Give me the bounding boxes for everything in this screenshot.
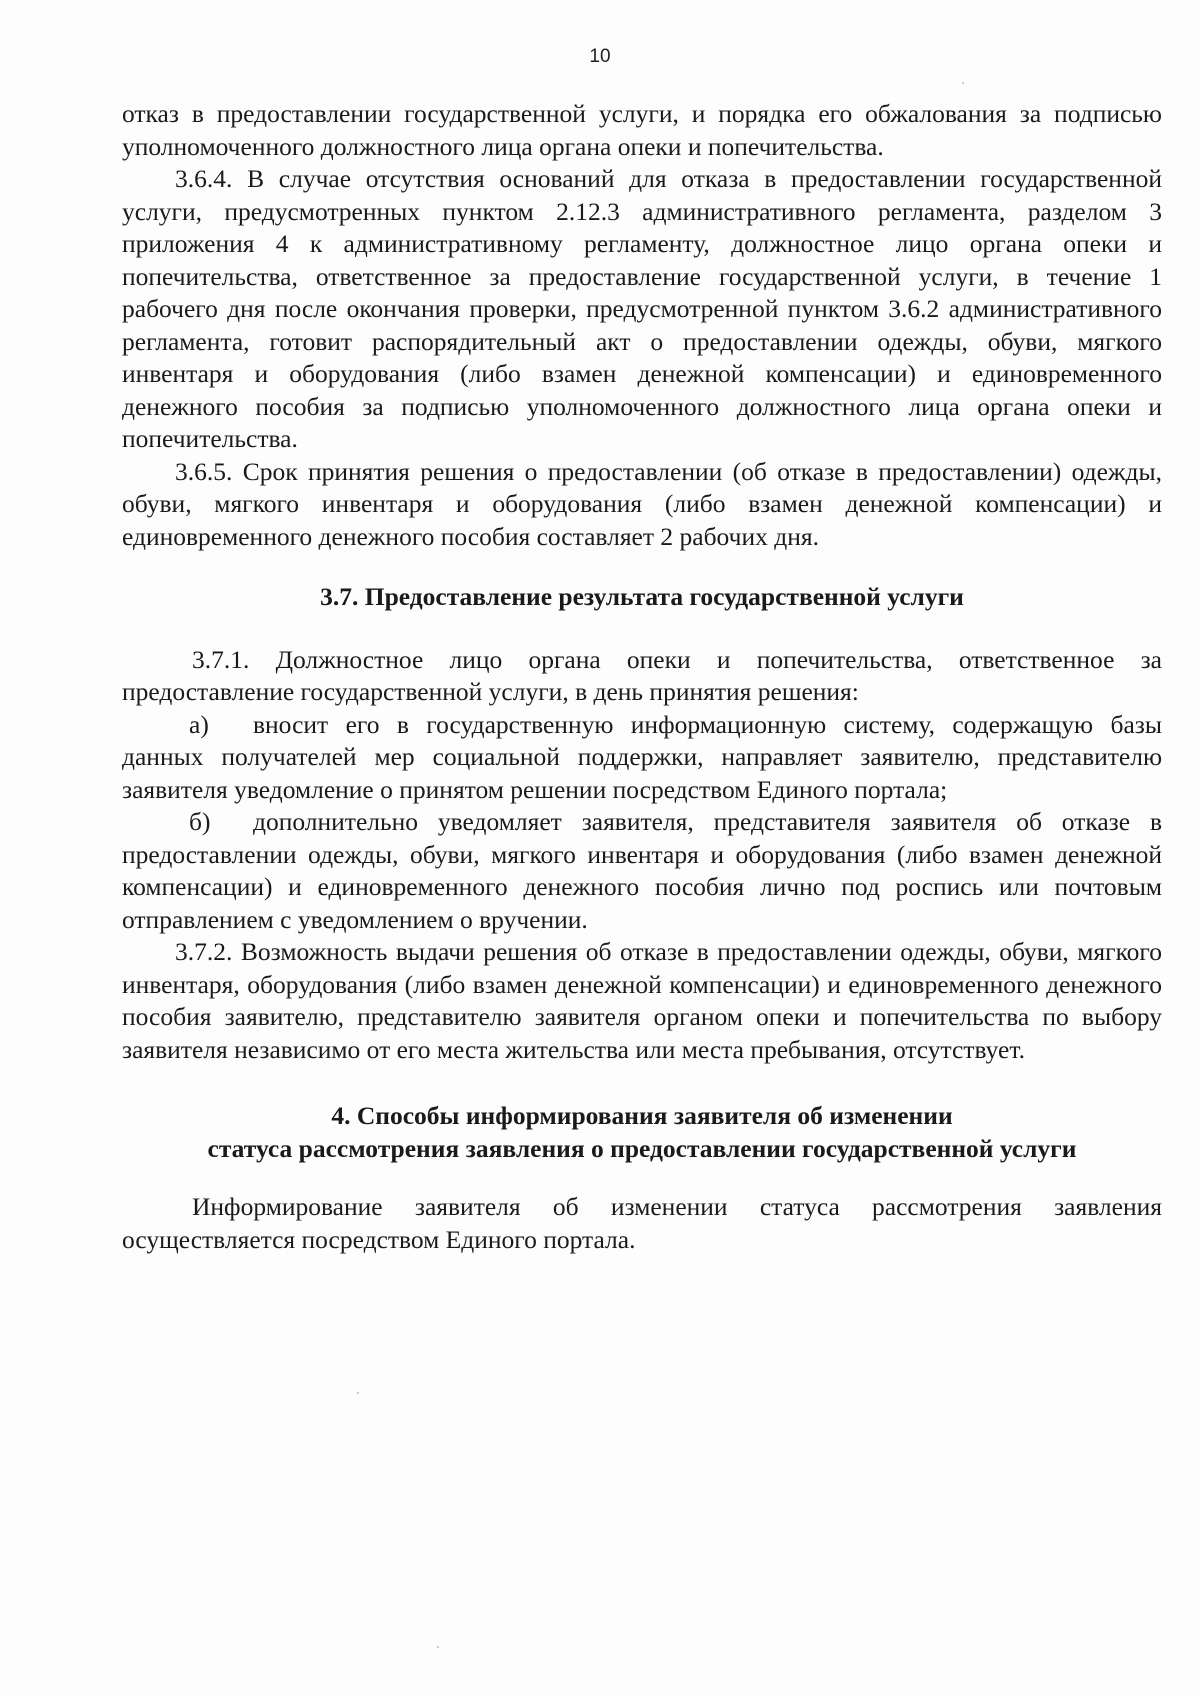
scan-speck <box>437 1646 439 1648</box>
paragraph-3-7-1: 3.7.1. Должностное лицо органа опеки и попечительства, ответственное за предоставление государственной услуги, в день принятия решения: <box>122 644 1162 706</box>
section-4-heading-line1: 4. Способы информирования заявителя об изменении <box>331 1101 953 1130</box>
paragraph-3-7-2: 3.7.2. Возможность выдачи решения об отказе в предоставлении одежды, обуви, мягкого инвентаря, оборудования (либо взамен денежной компенсации) и единовременного денежного пособия заявителю, представителю заявителя органом опеки и попечительства по выбору заявителя независимо от его места жительства или места пребывания, отсутствует. <box>122 937 1162 1064</box>
scan-speck <box>962 82 964 84</box>
list-text-a: вносит его в государственную информационную систему, содержащую базы данных получателей мер социальной поддержки, направляет заявителю, представителю заявителя уведомление о принятом решении посредством Единого портала; <box>122 709 1162 804</box>
scan-speck <box>357 1392 359 1394</box>
list-item-b <box>122 806 1162 936</box>
paragraph-3-6-5: 3.6.5. Срок принятия решения о предоставлении (об отказе в предоставлении) одежды, обуви, мягкого инвентаря и оборудования (либо взамен денежной компенсации) и единовременного денежного пособия составляет 2 рабочих дня. <box>122 456 1162 551</box>
section-3-7-heading: 3.7. Предоставление результата государственной услуги <box>320 582 964 611</box>
paragraph-continuation: отказ в предоставлении государственной услуги, и порядка его обжалования за подписью уполномоченного должностного лица органа опеки и попечительства. <box>122 99 1162 161</box>
list-text-b: дополнительно уведомляет заявителя, представителя заявителя об отказе в предоставлении одежды, обуви, мягкого инвентаря и оборудования (либо взамен денежной компенсации) и единовременного денежного пособия лично под роспись или почтовым отправлением с уведомлением о вручении. <box>122 807 1162 934</box>
paragraph-section-4: Информирование заявителя об изменении статуса рассмотрения заявления осуществляется посредством Единого портала. <box>122 1192 1162 1254</box>
paragraph-3-6-4: 3.6.4. В случае отсутствия оснований для отказа в предоставлении государственной услуги, предусмотренных пунктом 2.12.3 административного регламента, разделом 3 приложения 4 к административному регламенту, должностное лицо органа опеки и попечительства, ответственное за предоставление государственной услуги, в течение 1 рабочего дня после окончания проверки, предусмотренной пунктом 3.6.2 административного регламента, готовит распорядительный акт о предоставлении одежды, обуви, мягкого инвентаря и оборудования (либо взамен денежной компенсации) и единовременного денежного пособия за подписью уполномоченного должностного лица органа опеки и попечительства. <box>122 164 1162 453</box>
list-marker-b: б) <box>189 807 211 836</box>
page-number: 10 <box>589 46 611 67</box>
document-body <box>122 98 1162 1256</box>
section-4-heading-line2: статуса рассмотрения заявления о предоставлении государственной услуги <box>207 1133 1077 1163</box>
list-item-a <box>122 709 1162 807</box>
list-marker-a: а) <box>189 709 209 739</box>
